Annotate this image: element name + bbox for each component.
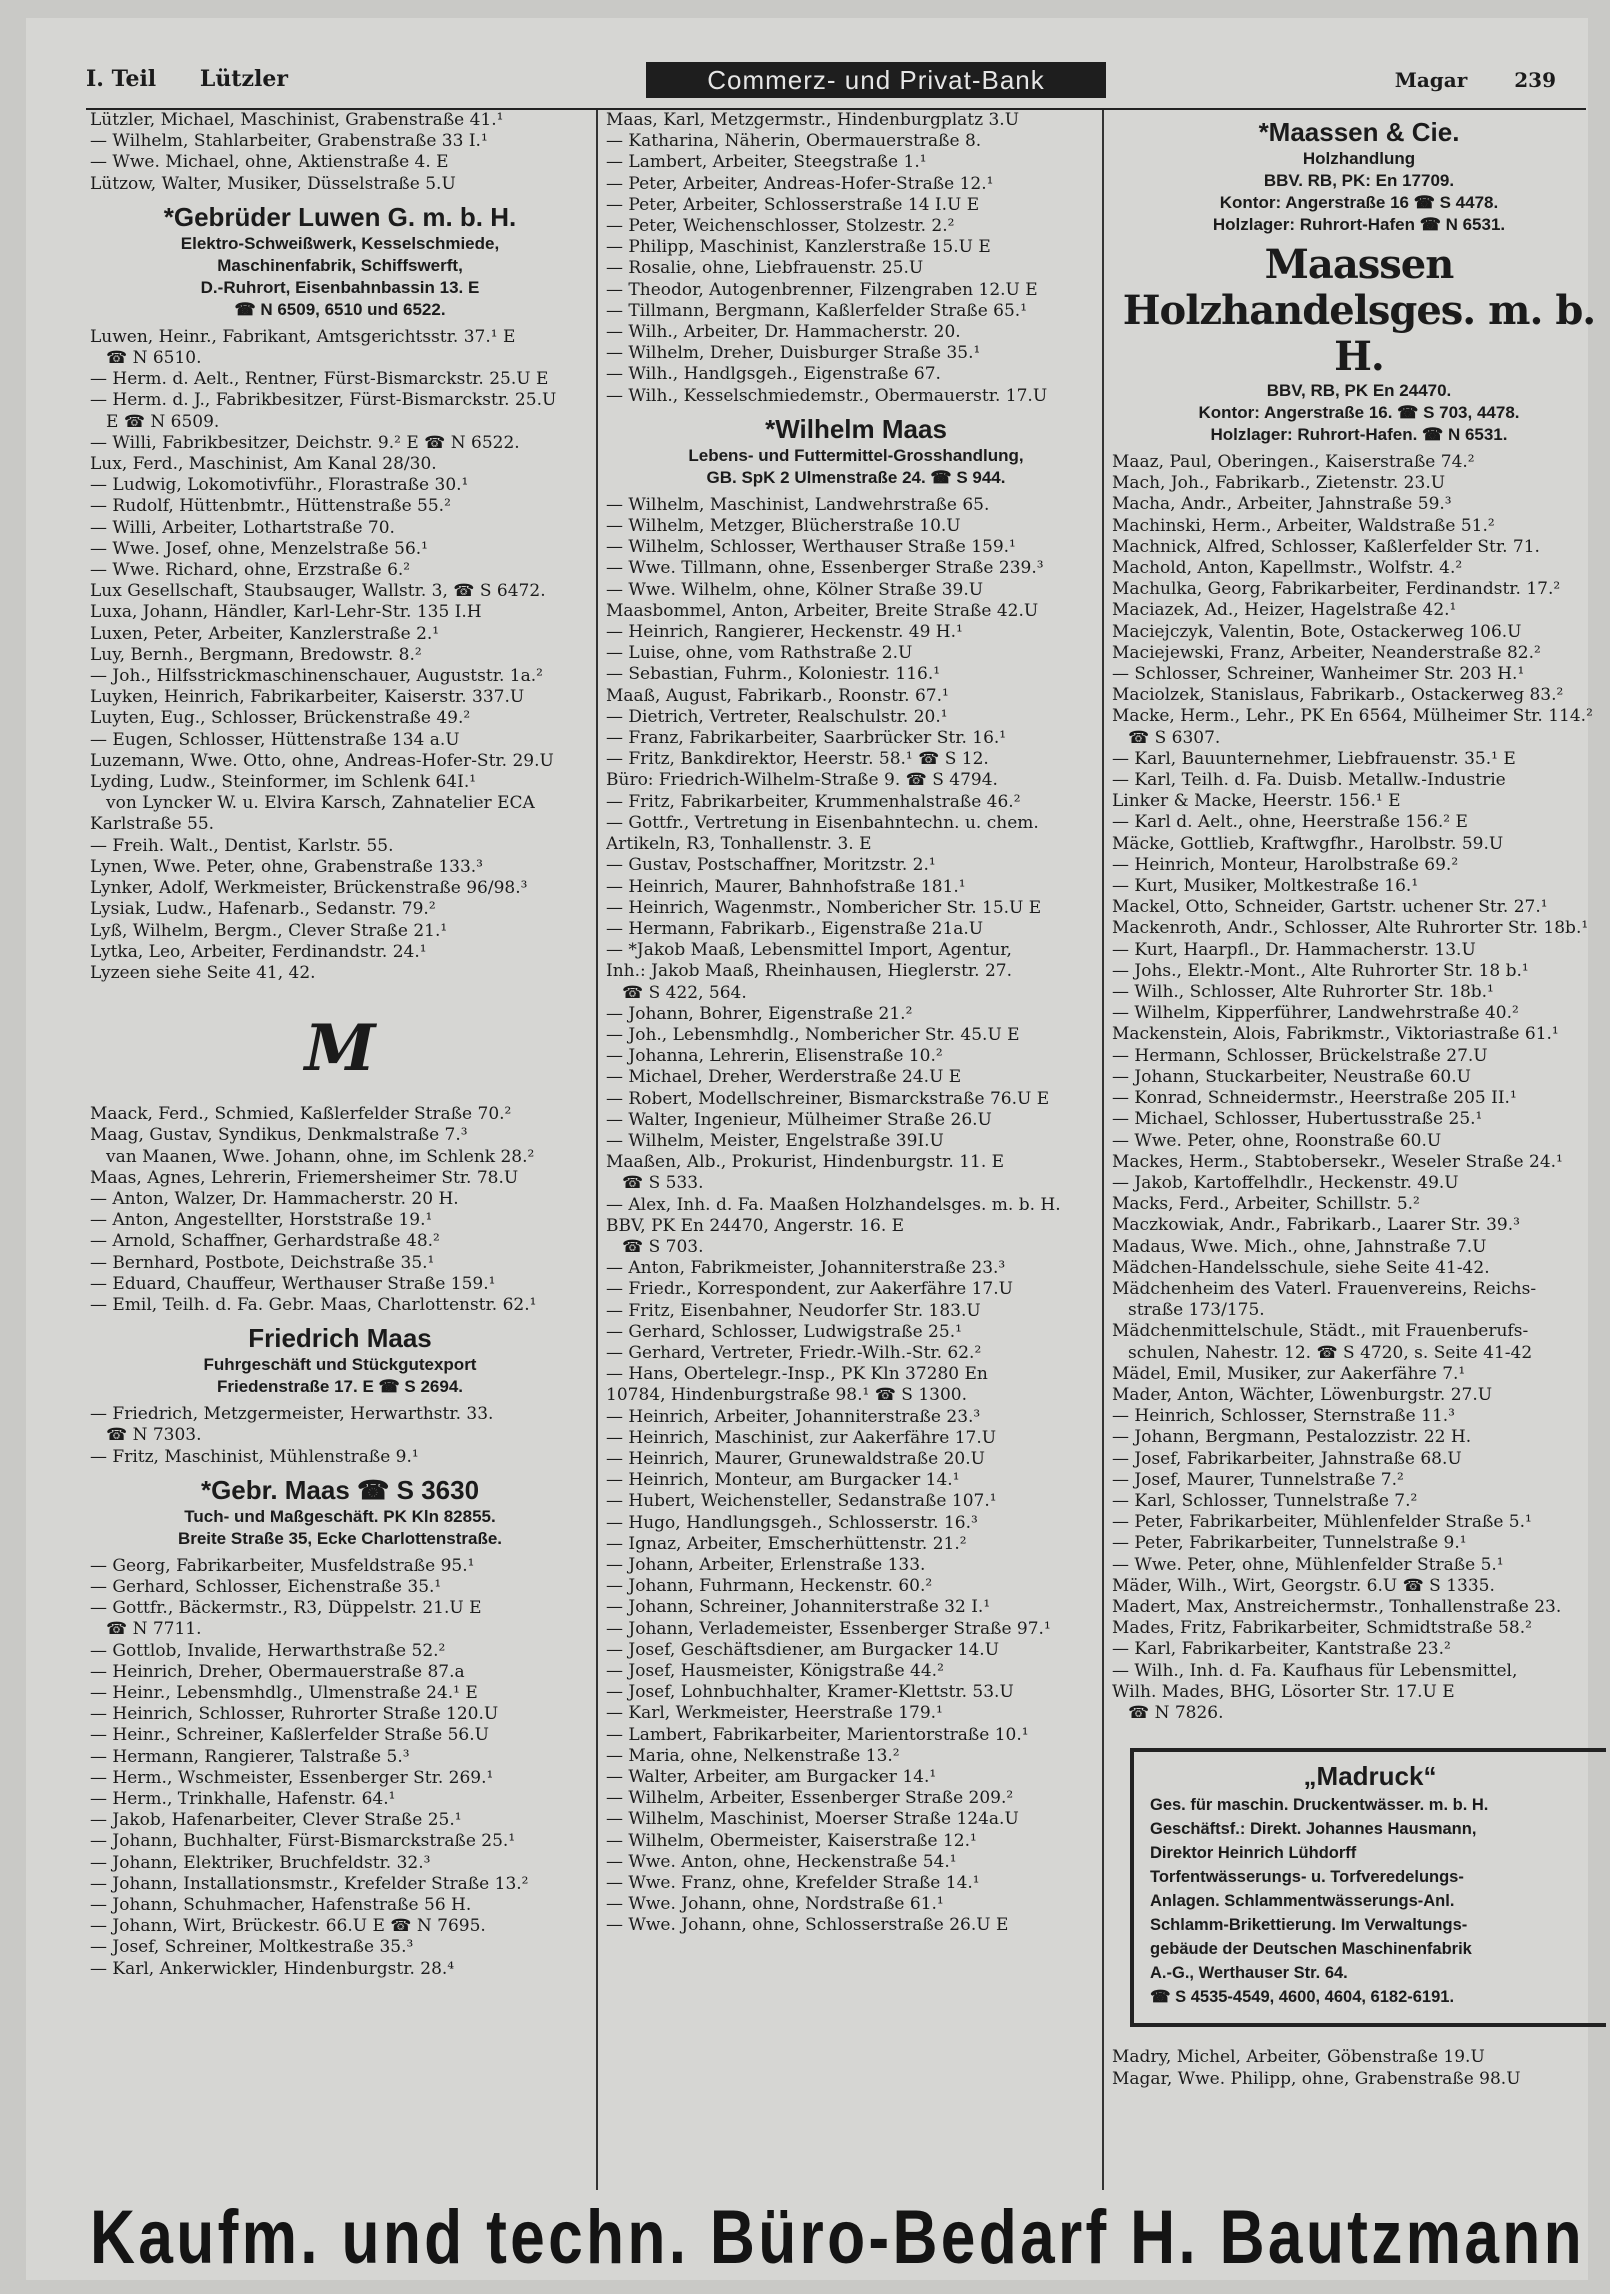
directory-entry: — Wilhelm, Metzger, Blücherstraße 10.U [606,516,961,537]
directory-entry: — Wilh., Kesselschmiedemstr., Obermauerstr. 17.U [606,385,1048,406]
last-entry-word: Magar [1394,68,1468,92]
directory-entry: ☎ N 7711. [106,1619,202,1640]
directory-entry: Maczkowiak, Andr., Fabrikarb., Laarer Str. 39.³ [1112,1215,1520,1236]
directory-entry: Wilh. Mades, BHG, Lösorter Str. 17.U E [1112,1681,1455,1702]
directory-entry: Macha, Andr., Arbeiter, Jahnstraße 59.³ [1112,494,1452,515]
directory-entry: — Wilhelm, Dreher, Duisburger Straße 35.¹ [606,343,981,364]
column-1 [90,110,590,2190]
directory-entry: — Peter, Fabrikarbeiter, Mühlenfelder Straße 5.¹ [1112,1512,1532,1533]
directory-entry: — Willi, Arbeiter, Lothartstraße 70. [90,517,395,538]
directory-entry: — Heinrich, Rangierer, Heckenstr. 49 H.¹ [606,622,963,643]
directory-entry: — Heinr., Schreiner, Kaßlerfelder Straße 56.U [90,1725,489,1746]
ad-line: BBV, RB, PK En 24470. [1266,381,1452,400]
directory-entry: Madaus, Wwe. Mich., ohne, Jahnstraße 7.U [1112,1236,1487,1257]
directory-entry: — Heinrich, Maurer, Grunewaldstraße 20.U [606,1448,985,1469]
ad-line: GB. SpK 2 Ulmenstraße 24. ☎ S 944. [706,467,1006,487]
directory-entry: ☎ N 7826. [1128,1702,1224,1723]
first-entry-word: Lützler [199,66,288,92]
directory-entry: — Heinr., Lebensmhdlg., Ulmenstraße 24.¹ E [90,1682,478,1703]
directory-entry: — Heinrich, Schlosser, Sternstraße 11.³ [1112,1406,1455,1427]
directory-entry: — Fritz, Eisenbahner, Neudorfer Str. 183.U [606,1300,981,1321]
directory-entry: — Peter, Fabrikarbeiter, Tunnelstraße 9.¹ [1112,1533,1467,1554]
ad-gebr-maas [90,1474,590,1550]
directory-entry: — Johann, Schreiner, Johanniterstraße 32 I.¹ [606,1597,991,1618]
directory-entry: Mades, Fritz, Fabrikarbeiter, Schmidtstraße 58.² [1112,1618,1532,1639]
directory-entry: — Gottfr., Bäckermstr., R3, Düppelstr. 21.U E [90,1598,482,1619]
directory-entry: — Kurt, Musiker, Moltkestraße 16.¹ [1112,876,1419,897]
col2-entries-a [606,110,1106,407]
ad-lines [1112,148,1606,236]
directory-entry: Maaz, Paul, Oberingen., Kaiserstraße 74.² [1112,452,1475,472]
directory-entry: Lux Gesellschaft, Staubsauger, Wallstr. 3, ☎ S 6472. [90,581,546,602]
directory-entry: Luxen, Peter, Arbeiter, Kanzlerstraße 2.¹ [90,623,440,644]
section-initial: M [304,1011,376,1087]
directory-entry: — Joh., Hilfsstrickmaschinenschauer, Auguststr. 1a.² [90,666,543,687]
column-2 [596,110,1106,2190]
directory-entry: Lützow, Walter, Musiker, Düsselstraße 5.U [90,173,456,194]
directory-entry: — Wilhelm, Obermeister, Kaiserstraße 12.¹ [606,1830,977,1851]
directory-entry: ☎ S 6307. [1128,727,1221,748]
ad-name: Maassen Holzhandelsges. m. b. H. [1122,241,1596,380]
directory-entry: Machinski, Herm., Arbeiter, Waldstraße 51.² [1112,515,1495,536]
ad-line: Direktor Heinrich Lühdorff [1150,1844,1357,1863]
directory-entry: Maciazek, Ad., Heizer, Hagelstraße 42.¹ [1112,600,1457,621]
directory-entry: von Lyncker W. u. Elvira Karsch, Zahnatelier ECA [106,793,535,814]
directory-entry: — Peter, Arbeiter, Schlosserstraße 14 I.U E [606,194,980,215]
directory-entry: — Hermann, Schlosser, Brückelstraße 27.U [1112,1045,1488,1066]
directory-entry: — Peter, Arbeiter, Andreas-Hofer-Straße 12.¹ [606,173,994,194]
ad-line: Lebens- und Futtermittel-Grosshandlung, [688,445,1024,465]
directory-entry: Mackenstein, Alois, Fabrikmstr., Viktoriastraße 61.¹ [1112,1024,1559,1045]
directory-entry: Karlstraße 55. [90,814,215,835]
ad-line: Holzlager: Ruhrort-Hafen. ☎ N 6531. [1210,425,1508,444]
directory-entry: — Franz, Fabrikarbeiter, Saarbrücker Str. 16.¹ [606,728,1007,749]
directory-entry: — Wwe. Peter, ohne, Mühlenfelder Straße 5.¹ [1112,1554,1504,1575]
directory-entry: — Wilh., Inh. d. Fa. Kaufhaus für Lebensmittel, [1112,1660,1518,1681]
ad-maassen-holzhandelsges [1112,242,1606,446]
col1-entries-e [90,1556,590,1980]
directory-entry: — Jakob, Kartoffelhdlr., Heckenstr. 49.U [1112,1172,1459,1193]
directory-entry: — Herm. d. J., Fabrikbesitzer, Fürst-Bismarckstr. 25.U [90,390,557,411]
directory-entry: E ☎ N 6509. [106,411,220,432]
directory-entry: Maack, Ferd., Schmied, Kaßlerfelder Straße 70.² [90,1104,512,1125]
directory-entry: Mädchenmittelschule, Städt., mit Frauenberufs- [1112,1321,1529,1342]
directory-entry: Madry, Michel, Arbeiter, Göbenstraße 19.U [1112,2047,1485,2068]
directory-entry: Maasbommel, Anton, Arbeiter, Breite Straße 42.U [606,600,1039,621]
directory-entry: — Heinrich, Maurer, Bahnhofstraße 181.¹ [606,876,966,897]
directory-entry: — Freih. Walt., Dentist, Karlstr. 55. [90,835,394,856]
directory-entry: — Joh., Lebensmhdlg., Nombericher Str. 45.U E [606,1024,1020,1045]
directory-entry: — Johann, Buchhalter, Fürst-Bismarckstraße 25.¹ [90,1831,516,1852]
directory-entry: — Wilhelm, Maschinist, Moerser Straße 124a.U [606,1809,1019,1830]
directory-entry: Luyken, Heinrich, Fabrikarbeiter, Kaiserstr. 337.U [90,687,525,708]
directory-entry: — Jakob, Hafenarbeiter, Clever Straße 25.¹ [90,1810,462,1831]
directory-entry: — *Jakob Maaß, Lebensmittel Import, Agentur, [606,940,1012,961]
directory-entry: — Wwe. Johann, ohne, Nordstraße 61.¹ [606,1894,944,1915]
directory-entry: — Maria, ohne, Nelkenstraße 13.² [606,1745,900,1766]
directory-entry: Macks, Ferd., Arbeiter, Schillstr. 5.² [1112,1194,1420,1215]
ad-friedrich-maas [90,1322,590,1398]
directory-entry: — Anton, Walzer, Dr. Hammacherstr. 20 H. [90,1188,459,1209]
directory-entry: — Lambert, Fabrikarbeiter, Marientorstraße 10.¹ [606,1724,1029,1745]
directory-entry: — Heinrich, Monteur, Harolbstraße 69.² [1112,854,1459,875]
directory-entry: — Wilhelm, Kipperführer, Landwehrstraße 40.² [1112,1003,1519,1024]
directory-entry: — Wwe. Tillmann, ohne, Essenberger Straße 239.³ [606,558,1044,579]
ad-line: Schlamm-Brikettierung. Im Verwaltungs- [1150,1916,1468,1935]
ad-line: Friedenstraße 17. E ☎ S 2694. [216,1377,464,1397]
directory-entry: — Karl, Ankerwickler, Hindenburgstr. 28.⁴ [90,1958,455,1979]
directory-entry: — Anton, Fabrikmeister, Johanniterstraße 23.³ [606,1258,1006,1279]
directory-entry: — Philipp, Maschinist, Kanzlerstraße 15.U E [606,237,991,258]
directory-entry: Machnick, Alfred, Schlosser, Kaßlerfelder Str. 71. [1112,536,1540,557]
directory-entry: — Dietrich, Vertreter, Realschulstr. 20.¹ [606,706,948,727]
directory-entry: — Josef, Maurer, Tunnelstraße 7.² [1112,1469,1404,1490]
directory-entry: ☎ S 533. [622,1173,704,1194]
ad-line: Elektro-Schweißwerk, Kesselschmiede, [180,233,500,253]
ad-madruck-box [1130,1748,1606,2027]
directory-entry: — Heinrich, Arbeiter, Johanniterstraße 23.³ [606,1406,981,1427]
directory-entry: ☎ S 703. [622,1236,704,1257]
directory-entry: — Wilhelm, Maschinist, Landwehrstraße 65. [606,494,990,515]
directory-entry: Büro: Friedrich-Wilhelm-Straße 9. ☎ S 4794. [606,770,998,791]
directory-entry: — Wilhelm, Stahlarbeiter, Grabenstraße 33 I.¹ [90,131,488,152]
directory-entry: — Heinrich, Dreher, Obermauerstraße 87.a [90,1661,465,1682]
directory-entry: — Michael, Dreher, Werderstraße 24.U E [606,1067,962,1088]
directory-entry: — Johann, Installationsmstr., Krefelder Straße 13.² [90,1873,529,1894]
directory-entry: — Bernhard, Postbote, Deichstraße 35.¹ [90,1252,435,1273]
directory-page [26,18,1596,2280]
directory-entry: — Josef, Schreiner, Moltkestraße 35.³ [90,1937,414,1958]
ad-line: Tuch- und Maßgeschäft. PK Kln 82855. [184,1506,496,1526]
directory-entry: — Friedr., Korrespondent, zur Aakerfähre 17.U [606,1279,1013,1300]
ad-lines [606,445,1106,489]
directory-entry: — Wilh., Schlosser, Alte Ruhrorter Str. 18b.¹ [1112,982,1494,1003]
directory-entry: Maciolzek, Stanislaus, Fabrikarb., Ostackerweg 83.² [1112,685,1564,706]
directory-entry: Maaß, August, Fabrikarb., Roonstr. 67.¹ [606,685,949,706]
directory-entry: Mäcke, Gottlieb, Kraftwgfhr., Harolbstr. 59.U [1112,833,1504,854]
directory-entry: — Johann, Schuhmacher, Hafenstraße 56 H. [90,1895,472,1915]
part-label: I. Teil [86,66,157,92]
directory-entry: straße 173/175. [1128,1300,1265,1321]
ad-name: *Wilhelm Maas [765,413,947,444]
directory-entry: — Johanna, Lehrerin, Elisenstraße 10.² [606,1046,943,1067]
directory-entry: — Wwe. Michael, ohne, Aktienstraße 4. E [90,152,449,173]
directory-entry: — Arnold, Schaffner, Gerhardstraße 48.² [90,1231,440,1252]
directory-entry: — Johann, Elektriker, Bruchfeldstr. 32.³ [90,1852,431,1873]
directory-entry: — Gerhard, Schlosser, Ludwigstraße 25.¹ [606,1321,962,1342]
directory-entry: — Gerhard, Vertreter, Friedr.-Wilh.-Str. 62.² [606,1342,982,1363]
directory-entry: Luyten, Eug., Schlosser, Brückenstraße 49.² [90,708,471,729]
directory-entry: Mackel, Otto, Schneider, Gartstr. uchener Str. 27.¹ [1112,897,1548,918]
directory-entry: — Johann, Fuhrmann, Heckenstr. 60.² [606,1576,933,1597]
ad-lines [90,233,590,321]
directory-entry: — Wilhelm, Arbeiter, Essenberger Straße 209.² [606,1788,1014,1809]
col1-entries-d [90,1404,590,1468]
footer-advertisement: Kaufm. und techn. Büro-Bedarf H. Bautzmann [90,2195,1585,2280]
directory-entry: — Wilh., Handlgsgeh., Eigenstraße 67. [606,364,941,385]
page-number: 239 [1514,68,1556,92]
directory-entry: Mädel, Emil, Musiker, zur Aakerfähre 7.¹ [1112,1363,1466,1384]
directory-entry: — Gerhard, Schlosser, Eichenstraße 35.¹ [90,1576,442,1597]
directory-entry: Lynker, Adolf, Werkmeister, Brückenstraße 96/98.³ [90,878,528,899]
directory-entry: — Gottlob, Invalide, Herwarthstraße 52.² [90,1640,446,1661]
directory-entry: — Hans, Obertelegr.-Insp., PK Kln 37280 En [606,1364,988,1385]
directory-entry: schulen, Nahestr. 12. ☎ S 4720, s. Seite 41-42 [1128,1342,1533,1363]
directory-entry: Maas, Karl, Metzgermstr., Hindenburgplatz 3.U [606,110,1020,130]
header-left [86,66,324,92]
col1-entries-c [90,1104,590,1316]
ad-name: *Maassen & Cie. [1258,117,1460,147]
ad-line: A.-G., Werthauser Str. 64. [1150,1964,1348,1983]
directory-entry: Lytka, Leo, Arbeiter, Ferdinandstr. 24.¹ [90,941,427,962]
directory-entry: Maciejczyk, Valentin, Bote, Ostackerweg 106.U [1112,621,1522,642]
directory-entry: Maciejewski, Franz, Arbeiter, Neanderstraße 82.² [1112,642,1541,663]
ad-line: Torfentwässerungs- u. Torfveredelungs- [1150,1868,1464,1887]
directory-entry: — Johann, Arbeiter, Erlenstraße 133. [606,1555,926,1575]
directory-entry: — Hubert, Weichensteller, Sedanstraße 107.¹ [606,1491,997,1512]
directory-entry: Lützler, Michael, Maschinist, Grabenstraße 41.¹ [90,110,504,130]
directory-entry: — Johann, Bergmann, Pestalozzistr. 22 H. [1112,1427,1472,1448]
directory-entry: 10784, Hindenburgstraße 98.¹ ☎ S 1300. [606,1385,968,1406]
directory-entry: — Fritz, Fabrikarbeiter, Krummenhalstraße 46.² [606,791,1021,812]
directory-entry: Linker & Macke, Heerstr. 156.¹ E [1112,791,1401,812]
directory-entry: ☎ S 422, 564. [622,982,747,1003]
directory-entry: — Gustav, Postschaffner, Moritzstr. 2.¹ [606,855,936,876]
col1-entries-b [90,327,590,984]
directory-entry: — Emil, Teilh. d. Fa. Gebr. Maas, Charlottenstr. 62.¹ [90,1294,537,1315]
ad-line: ☎ S 4535-4549, 4600, 4604, 6182-6191. [1150,1988,1455,2007]
directory-entry: Machulka, Georg, Fabrikarbeiter, Ferdinandstr. 17.² [1112,579,1561,600]
directory-entry: — Karl, Teilh. d. Fa. Duisb. Metallw.-Industrie [1112,770,1506,791]
ad-line: Kontor: Angerstraße 16. ☎ S 703, 4478. [1198,403,1520,422]
directory-entry: Luwen, Heinr., Fabrikant, Amtsgerichtsstr. 37.¹ E [90,326,516,347]
directory-entry: Mäder, Wilh., Wirt, Georgstr. 6.U ☎ S 1335. [1112,1575,1495,1596]
directory-entry: — Fritz, Bankdirektor, Heerstr. 58.¹ ☎ S 12. [606,749,989,770]
directory-entry: — Hugo, Handlungsgeh., Schlosserstr. 16.³ [606,1512,978,1533]
directory-entry: — Wilhelm, Schlosser, Werthauser Straße 159.¹ [606,537,1016,558]
ad-wilhelm-maas [606,413,1106,489]
ad-lines [90,1506,590,1550]
col1-entries-a [90,110,590,195]
directory-entry: — Herm. d. Aelt., Rentner, Fürst-Bismarckstr. 25.U E [90,369,549,390]
directory-entry: — Johann, Wirt, Brückestr. 66.U E ☎ N 7695. [90,1916,486,1937]
directory-entry: — Wwe. Josef, ohne, Menzelstraße 56.¹ [90,538,428,559]
directory-entry: — Eugen, Schlosser, Hüttenstraße 134 a.U [90,729,460,750]
directory-entry: — Heinrich, Monteur, am Burgacker 14.¹ [606,1470,960,1491]
directory-entry: Mader, Anton, Wächter, Löwenburgstr. 27.U [1112,1384,1493,1405]
directory-entry: — Karl, Werkmeister, Heerstraße 179.¹ [606,1703,943,1724]
directory-entry: — Josef, Lohnbuchhalter, Kramer-Klettstr. 53.U [606,1682,1014,1703]
directory-entry: — Herm., Trinkhalle, Hafenstr. 64.¹ [90,1788,396,1809]
ad-line: Geschäftsf.: Direkt. Johannes Hausmann, [1150,1820,1477,1839]
directory-entry: — Kurt, Haarpfl., Dr. Hammacherstr. 13.U [1112,939,1476,960]
directory-entry: ☎ N 6510. [106,348,202,369]
ad-line: ☎ N 6509, 6510 und 6522. [234,299,446,319]
header-right [1355,68,1556,92]
directory-entry: BBV, PK En 24470, Angerstr. 16. E [606,1215,905,1236]
ad-line: BBV. RB, PK: En 17709. [1263,171,1455,190]
directory-entry: — Heinrich, Maschinist, zur Aakerfähre 17.U [606,1427,997,1448]
directory-entry: — Karl, Bauunternehmer, Liebfrauenstr. 35.¹ E [1112,748,1516,769]
directory-entry: — Konrad, Schneidermstr., Heerstraße 205 II.¹ [1112,1088,1517,1109]
directory-entry: Madert, Max, Anstreichermstr., Tonhallenstraße 23. [1112,1596,1562,1617]
directory-entry: Luxa, Johann, Händler, Karl-Lehr-Str. 135 I.H [90,602,482,623]
box-name: „Madruck“ [1303,1761,1437,1792]
directory-entry: Lux, Ferd., Maschinist, Am Kanal 28/30. [90,454,437,475]
ad-line: Kontor: Angerstraße 16 ☎ S 4478. [1219,193,1499,212]
directory-entry: Magar, Wwe. Philipp, ohne, Grabenstraße 98.U [1112,2068,1521,2089]
page-header [86,52,1586,110]
directory-entry: Mädchen-Handelsschule, siehe Seite 41-42. [1112,1257,1490,1278]
directory-entry: — Karl d. Aelt., ohne, Heerstraße 156.² E [1112,812,1468,833]
directory-entry: — Rosalie, ohne, Liebfrauenstr. 25.U [606,258,924,279]
ad-line: Fuhrgeschäft und Stückgutexport [203,1355,477,1375]
directory-entry: ☎ N 7303. [106,1425,202,1446]
directory-entry: — Josef, Fabrikarbeiter, Jahnstraße 68.U [1112,1448,1462,1469]
directory-entry: — Heinrich, Wagenmstr., Nombericher Str. 15.U E [606,897,1042,918]
directory-entry: Maas, Agnes, Lehrerin, Friemersheimer Str. 78.U [90,1167,519,1188]
directory-entry: Machold, Anton, Kapellmstr., Wolfstr. 4.² [1112,558,1463,579]
directory-entry: Lyzeen siehe Seite 41, 42. [90,962,316,983]
directory-entry: — Rudolf, Hüttenbmtr., Hüttenstraße 55.² [90,496,451,517]
directory-entry: Inh.: Jakob Maaß, Rheinhausen, Hieglerstr. 27. [606,961,1013,982]
directory-entry: Macke, Herm., Lehr., PK En 6564, Mülheimer Str. 114.² [1112,706,1593,727]
directory-entry: — Wwe. Wilhelm, ohne, Kölner Straße 39.U [606,579,984,600]
directory-entry: — Georg, Fabrikarbeiter, Musfeldstraße 95.¹ [90,1555,475,1576]
directory-entry: — Wwe. Johann, ohne, Schlosserstraße 26.U E [606,1915,1009,1936]
column-3 [1102,110,1606,2190]
directory-entry: Luy, Bernh., Bergmann, Bredowstr. 8.² [90,644,422,665]
directory-entry: — Wwe. Anton, ohne, Heckenstraße 54.¹ [606,1851,957,1872]
ad-lines [1112,380,1606,446]
directory-entry: — Johs., Elektr.-Mont., Alte Ruhrorter Str. 18 b.¹ [1112,960,1529,981]
directory-entry: Mackes, Herm., Stabtobersekr., Weseler Straße 24.¹ [1112,1151,1563,1172]
directory-entry: — Wwe. Richard, ohne, Erzstraße 6.² [90,560,411,581]
ad-lines [90,1354,590,1398]
directory-entry: — Johann, Verlademeister, Essenberger Straße 97.¹ [606,1618,1051,1639]
directory-entry: — Walter, Ingenieur, Mülheimer Straße 26.U [606,1109,992,1130]
directory-entry: Lyß, Wilhelm, Bergm., Clever Straße 21.¹ [90,920,448,941]
directory-entry: — Johann, Bohrer, Eigenstraße 21.² [606,1003,913,1024]
directory-entry: — Josef, Hausmeister, Königstraße 44.² [606,1661,944,1682]
directory-entry: Mädchenheim des Vaterl. Frauenvereins, Reichs- [1112,1278,1537,1299]
directory-entry: — Wwe. Franz, ohne, Krefelder Straße 14.¹ [606,1873,980,1894]
ad-name: Friedrich Maas [248,1323,432,1354]
directory-entry: Maaßen, Alb., Prokurist, Hindenburgstr. 11. E [606,1152,1005,1173]
directory-entry: — Hermann, Fabrikarb., Eigenstraße 21a.U [606,918,984,939]
ad-line: D.-Ruhrort, Eisenbahnbassin 13. E [200,277,480,297]
directory-entry: Maag, Gustav, Syndikus, Denkmalstraße 7.³ [90,1125,468,1146]
directory-entry: Mach, Joh., Fabrikarb., Zietenstr. 23.U [1112,473,1446,494]
directory-entry: — Walter, Arbeiter, am Burgacker 14.¹ [606,1767,937,1788]
directory-entry: — Sebastian, Fuhrm., Koloniestr. 116.¹ [606,664,941,685]
directory-entry: — Gottfr., Vertretung in Eisenbahntechn. u. chem. [606,812,1039,833]
directory-entry: — Eduard, Chauffeur, Werthauser Straße 159.¹ [90,1273,496,1294]
ad-gebrueder-luwen [90,201,590,321]
directory-entry: — Wilhelm, Meister, Engelstraße 39I.U [606,1130,944,1151]
directory-entry: Lynen, Wwe. Peter, ohne, Grabenstraße 133.³ [90,856,483,877]
directory-entry: — Michael, Schlosser, Hubertusstraße 25.¹ [1112,1109,1483,1130]
directory-entry: Mackenroth, Andr., Schlosser, Alte Ruhrorter Str. 18b.¹ [1112,918,1589,939]
directory-entry: — Anton, Angestellter, Horststraße 19.¹ [90,1210,433,1231]
directory-entry: Lysiak, Ludw., Hafenarb., Sedanstr. 79.² [90,899,436,920]
directory-entry: — Fritz, Maschinist, Mühlenstraße 9.¹ [90,1446,419,1467]
directory-entry: — Heinrich, Schlosser, Ruhrorter Straße 120.U [90,1704,499,1725]
directory-entry: — Alex, Inh. d. Fa. Maaßen Holzhandelsges. m. b. H. [606,1194,1061,1215]
directory-entry: — Theodor, Autogenbrenner, Filzengraben 12.U E [606,279,1038,300]
directory-entry: Artikeln, R3, Tonhallenstr. 3. E [606,834,872,855]
ad-line: Anlagen. Schlammentwässerungs-Anl. [1150,1892,1455,1911]
directory-entry: — Wwe. Peter, ohne, Roonstraße 60.U [1112,1130,1442,1151]
directory-entry: — Friedrich, Metzgermeister, Herwarthstr. 33. [90,1404,494,1425]
directory-entry: — Herm., Wschmeister, Essenberger Str. 269.¹ [90,1767,494,1788]
directory-entry: — Hermann, Rangierer, Talstraße 5.³ [90,1746,410,1767]
ad-maassen-cie [1112,116,1606,236]
directory-entry: van Maanen, Wwe. Johann, ohne, im Schlenk 28.² [106,1146,535,1167]
col3-entries-a [1112,452,1606,1724]
col3-entries-b [1112,2047,1606,2089]
directory-entry: — Tillmann, Bergmann, Kaßlerfelder Straße 65.¹ [606,300,1028,321]
ad-line: Holzhandlung [1302,149,1416,168]
directory-entry: — Josef, Geschäftsdiener, am Burgacker 14.U [606,1639,1000,1660]
ad-line: Holzlager: Ruhrort-Hafen ☎ N 6531. [1212,215,1506,234]
ad-line: Ges. für maschin. Druckentwässer. m. b. H. [1150,1796,1489,1815]
ad-line: gebäude der Deutschen Maschinenfabrik [1150,1940,1472,1959]
directory-entry: — Willi, Fabrikbesitzer, Deichstr. 9.² E ☎ N 6522. [90,432,520,453]
box-lines [1150,1793,1590,2009]
directory-entry: — Ludwig, Lokomotivführ., Florastraße 30.¹ [90,475,469,496]
directory-entry: — Karl, Schlosser, Tunnelstraße 7.² [1112,1490,1418,1511]
directory-entry: — Johann, Stuckarbeiter, Neustraße 60.U [1112,1066,1471,1087]
ad-line: Maschinenfabrik, Schiffswerft, [217,255,463,275]
directory-entry: — Luise, ohne, vom Rathstraße 2.U [606,643,913,664]
directory-entry: Lyding, Ludw., Steinformer, im Schlenk 64I.¹ [90,772,477,793]
directory-entry: — Karl, Fabrikarbeiter, Kantstraße 23.² [1112,1639,1451,1660]
directory-entry: — Ignaz, Arbeiter, Emscherhüttenstr. 21.² [606,1533,967,1554]
directory-entry: — Lambert, Arbeiter, Steegstraße 1.¹ [606,152,927,173]
bank-banner: Commerz- und Privat-Bank [646,62,1106,98]
directory-entry: — Schlosser, Schreiner, Wanheimer Str. 203 H.¹ [1112,664,1525,685]
ad-name: *Gebrüder Luwen G. m. b. H. [163,201,517,232]
directory-entry: Luzemann, Wwe. Otto, ohne, Andreas-Hofer-Str. 29.U [90,750,554,771]
directory-entry: — Wilh., Arbeiter, Dr. Hammacherstr. 20. [606,322,961,343]
col2-entries-b [606,495,1106,1937]
directory-entry: — Robert, Modellschreiner, Bismarckstraße 76.U E [606,1088,1050,1109]
ad-line: Breite Straße 35, Ecke Charlottenstraße. [177,1528,503,1548]
ad-name: *Gebr. Maas ☎ S 3630 [200,1474,480,1505]
directory-entry: — Peter, Weichenschlosser, Stolzestr. 2.² [606,216,955,237]
directory-entry: — Katharina, Näherin, Obermauerstraße 8. [606,131,982,152]
